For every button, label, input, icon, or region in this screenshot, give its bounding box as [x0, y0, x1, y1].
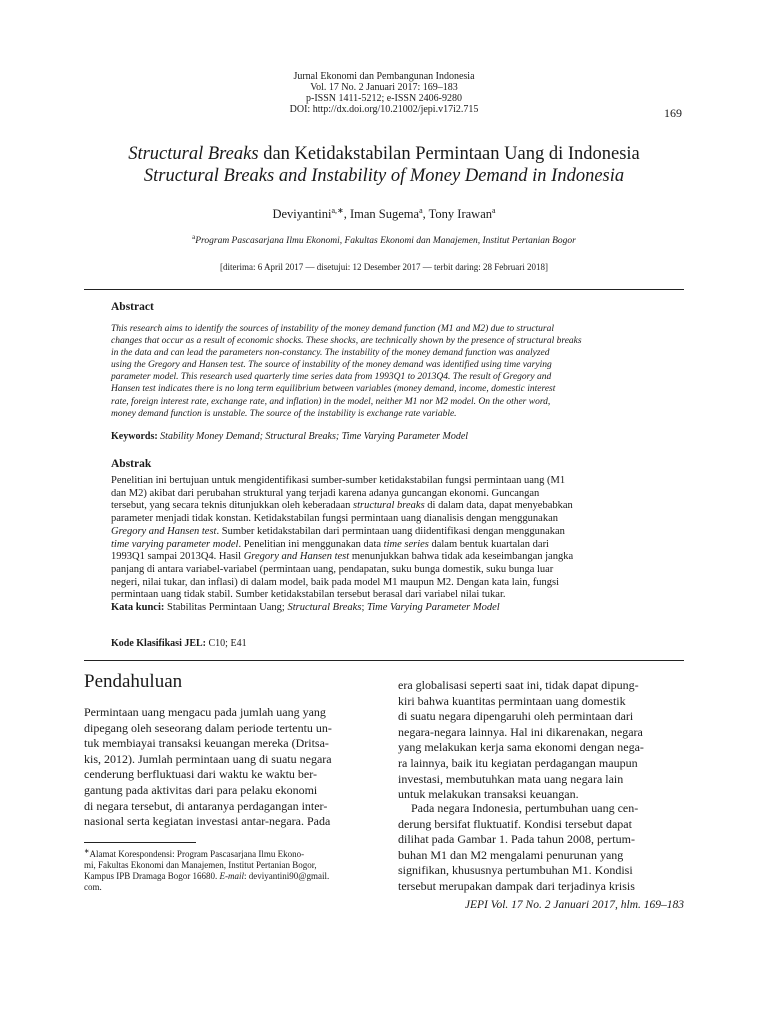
keywords-label: Keywords:	[111, 431, 158, 442]
abstract-line: in the data and can lead the parameters non-constancy. The instability of the money demand function was analyzed	[111, 348, 550, 359]
abstract-line: This research aims to identify the sources of instability of the money demand function (M1 and M2) due to structural	[111, 324, 555, 334]
footnote-italic: E-mail	[219, 871, 244, 881]
footnote-line: mi, Fakultas Ekonomi dan Manajemen, Institut Pertanian Bogor,	[84, 860, 317, 870]
abstrak-line	[111, 539, 657, 552]
title-id-italic: Structural Breaks	[128, 144, 259, 164]
affiliation-text: Program Pascasarjana Ilmu Ekonomi, Fakultas Ekonomi dan Manajemen, Institut Pertanian Bogor	[195, 236, 576, 247]
abstrak-line: Penelitian ini bertujuan untuk mengidentifikasi sumber-sumber ketidakstabilan fungsi permintaan uang (M1	[111, 475, 566, 486]
author-3-sup: a	[492, 206, 496, 215]
abstrak-italic: Gregory and Hansen test	[111, 525, 217, 537]
footnote-text: Alamat Korespondensi: Program Pascasarjana Ilmu Ekono-	[89, 849, 305, 859]
abstrak-italic: structural breaks	[353, 500, 425, 512]
section-heading: Pendahuluan	[84, 671, 183, 692]
body-line: dipegang oleh seseorang dalam periode tertentu un-	[84, 720, 332, 735]
body-line: nasional serta kegiatan investasi antar-negara. Pada	[84, 814, 331, 829]
journal-volume: Vol. 17 No. 2 Januari 2017: 169–183	[310, 82, 458, 93]
body-line: di negara tersebut, di antaranya perdagangan inter-	[84, 798, 328, 813]
abstract-line: rate, foreign interest rate, exchange rate, and inflation) in the model, neither M1 nor M2 model. On the other word,	[111, 396, 551, 407]
jel-classification	[111, 638, 247, 649]
abstrak-line	[111, 551, 657, 564]
abstrak-italic: time varying parameter model	[111, 538, 239, 550]
kata-kunci-label: Kata kunci:	[111, 602, 165, 614]
affiliation-sup: a	[192, 233, 196, 241]
abstrak-line: dan M2) akibat dari perubahan struktural yang terjadi karena adanya guncangan ekonomi. Guncangan	[111, 487, 540, 499]
footnote-line	[84, 871, 370, 882]
abstract-line: parameter model. This research used quarterly time series data from 1993Q1 to 2013Q4. The result of Gregory and	[111, 372, 552, 383]
kata-kunci	[111, 602, 657, 615]
body-line: tuk membiayai transaksi keuangan mereka (Dritsa-	[84, 736, 329, 751]
footnote-line	[84, 846, 370, 860]
top-rule	[84, 289, 684, 290]
abstrak-text: dalam bentuk kuartalan dari	[428, 538, 549, 550]
body-line: investasi, membutuhkan mata uang negara lain	[398, 771, 624, 786]
body-line: gantung pada aktivitas dari para pelaku ekonomi	[84, 782, 318, 797]
body-line: era globalisasi seperti saat ini, tidak dapat dipung-	[398, 678, 639, 692]
abstrak-text: tersebut, yang secara teknis ditunjukkan oleh keberadaan	[111, 500, 353, 512]
author-1: Deviyantini	[272, 207, 332, 222]
submission-dates: [diterima: 6 April 2017 — disetujui: 12 Desember 2017 — terbit daring: 28 Februari 2018]	[220, 262, 548, 272]
author-1-sup: a,∗	[331, 206, 344, 215]
left-column-text	[84, 705, 370, 830]
kata-kunci-italic: Structural Breaks	[287, 602, 362, 614]
abstrak-line: panjang di antara variabel-variabel (permintaan uang, pendapatan, suku bunga domestik, suku bunga luar	[111, 563, 554, 575]
author-separator: ,	[422, 207, 429, 222]
footnote-rule	[84, 842, 196, 843]
abstract-line: Hansen test indicates there is no long term equilibrium between variables (money demand, income, domestic interest	[111, 384, 556, 395]
title-english	[0, 165, 768, 187]
right-column-paragraph-1	[398, 678, 685, 803]
keywords-text: Stability Money Demand; Structural Breaks; Time Varying Parameter Model	[157, 431, 469, 442]
footnote-email[interactable]: : deviyantini90@gmail.	[243, 871, 330, 881]
jel-codes: C10; E41	[206, 638, 247, 649]
abstrak-heading: Abstrak	[111, 458, 152, 470]
abstrak-text: . Penelitian ini menggunakan data	[238, 538, 384, 550]
keywords	[111, 431, 657, 443]
title-indonesian	[0, 143, 768, 165]
journal-doi[interactable]: DOI: http://dx.doi.org/10.21002/jepi.v17i2.715	[289, 104, 479, 115]
abstrak-line	[111, 526, 657, 539]
title-id-rest: dan Ketidakstabilan Permintaan Uang di Indonesia	[258, 144, 640, 164]
body-line: derung bersifat fluktuatif. Kondisi tersebut dapat	[398, 816, 632, 831]
page-number: 169	[664, 106, 682, 120]
body-line: yang melakukan kerja sama ekonomi dengan nega-	[398, 740, 644, 755]
abstract-heading: Abstract	[111, 301, 154, 313]
abstrak-line: negeri, nilai tukar, dan inflasi) di dalam model, baik pada model M1 maupun M2. Dengan kata lain, fungsi	[111, 576, 560, 588]
mid-rule	[84, 660, 684, 661]
body-line: signifikan, khususnya pertumbuhan M1. Kondisi	[398, 863, 633, 878]
footnote	[84, 846, 370, 893]
journal-name: Jurnal Ekonomi dan Pembangunan Indonesia	[293, 71, 475, 82]
journal-header	[0, 71, 768, 115]
kata-kunci-text: Stabilitas Permintaan Uang;	[164, 602, 288, 614]
abstrak-line: parameter menjadi tidak konstan. Ketidakstabilan fungsi permintaan uang dianalisis dengan menggunakan	[111, 513, 558, 525]
abstract-line: changes that occur as a result of economic shocks. These shocks, are technically shown by the presence of structural breaks	[111, 336, 582, 347]
page-footer: JEPI Vol. 17 No. 2 Januari 2017, hlm. 169–183	[464, 899, 684, 911]
body-line: di suatu negara dipengaruhi oleh permintaan dari	[398, 709, 634, 724]
body-line: Permintaan uang mengacu pada jumlah uang yang	[84, 705, 326, 719]
abstrak-italic: time series	[383, 538, 429, 550]
abstrak-line	[111, 500, 657, 513]
body-line: negara-negara lainnya. Hal ini dikarenakan, negara	[398, 724, 643, 739]
kata-kunci-sep: ;	[361, 602, 367, 614]
paper-title	[0, 143, 768, 187]
body-line: tersebut merupakan dampak dari terjadinya krisis	[398, 878, 635, 893]
author-list	[0, 206, 768, 222]
body-line: dilihat pada Gambar 1. Pada tahun 2008, pertum-	[398, 832, 635, 847]
title-en: Structural Breaks and Instability of Money Demand in Indonesia	[143, 166, 625, 186]
abstrak-line: permintaan uang tidak stabil. Sumber ketidakstabilan tersebut berasal dari variabel nilai tukar.	[111, 589, 506, 601]
journal-issn: p-ISSN 1411-5212; e-ISSN 2406-9280	[305, 93, 462, 104]
body-line: untuk melakukan transaksi keuangan.	[398, 787, 579, 802]
abstract-line: money demand function is unstable. The source of the instability is exchange rate variable.	[111, 408, 457, 419]
abstrak-text: 1993Q1 sampai 2013Q4. Hasil	[111, 551, 244, 563]
footnote-text: Kampus IPB Dramaga Bogor 16680.	[84, 871, 220, 881]
abstrak-text: . Sumber ketidakstabilan dari permintaan uang diidentifikasi dengan menggunakan	[216, 525, 565, 537]
author-2: Iman Sugema	[349, 207, 420, 222]
footnote-sup: ∗	[84, 848, 90, 855]
abstract-english	[111, 323, 657, 420]
author-3: Tony Irawan	[428, 207, 492, 222]
abstract-line: using the Gregory and Hansen test. The source of instability of the money demand was identified using time varying	[111, 360, 552, 371]
jel-label: Kode Klasifikasi JEL:	[111, 638, 207, 649]
kata-kunci-italic: Time Varying Parameter Model	[366, 602, 500, 614]
body-line: buhan M1 dan M2 mengalami penurunan yang	[398, 847, 624, 862]
author-2-sup: a	[419, 206, 423, 215]
body-line: ra lainnya, baik itu kegiatan perdagangan maupun	[398, 755, 638, 770]
right-column-paragraph-2	[398, 801, 685, 895]
affiliation	[0, 233, 768, 246]
body-line: cenderung berfluktuasi dari waktu ke waktu ber-	[84, 767, 318, 782]
abstrak-italic: Gregory and Hansen test	[243, 551, 350, 563]
abstrak-text: menunjukkan bahwa tidak ada keseimbangan jangka	[349, 551, 574, 563]
abstract-indonesian	[111, 475, 657, 615]
abstrak-text: di dalam data, dapat menyebabkan	[424, 500, 573, 512]
body-line: kiri bahwa kuantitas permintaan uang domestik	[398, 693, 626, 708]
author-separator: ,	[343, 207, 350, 222]
body-line: kis, 2012). Jumlah permintaan uang di suatu negara	[84, 751, 332, 766]
footnote-line: com.	[84, 882, 102, 892]
body-line: Pada negara Indonesia, pertumbuhan uang cen-	[411, 801, 639, 815]
